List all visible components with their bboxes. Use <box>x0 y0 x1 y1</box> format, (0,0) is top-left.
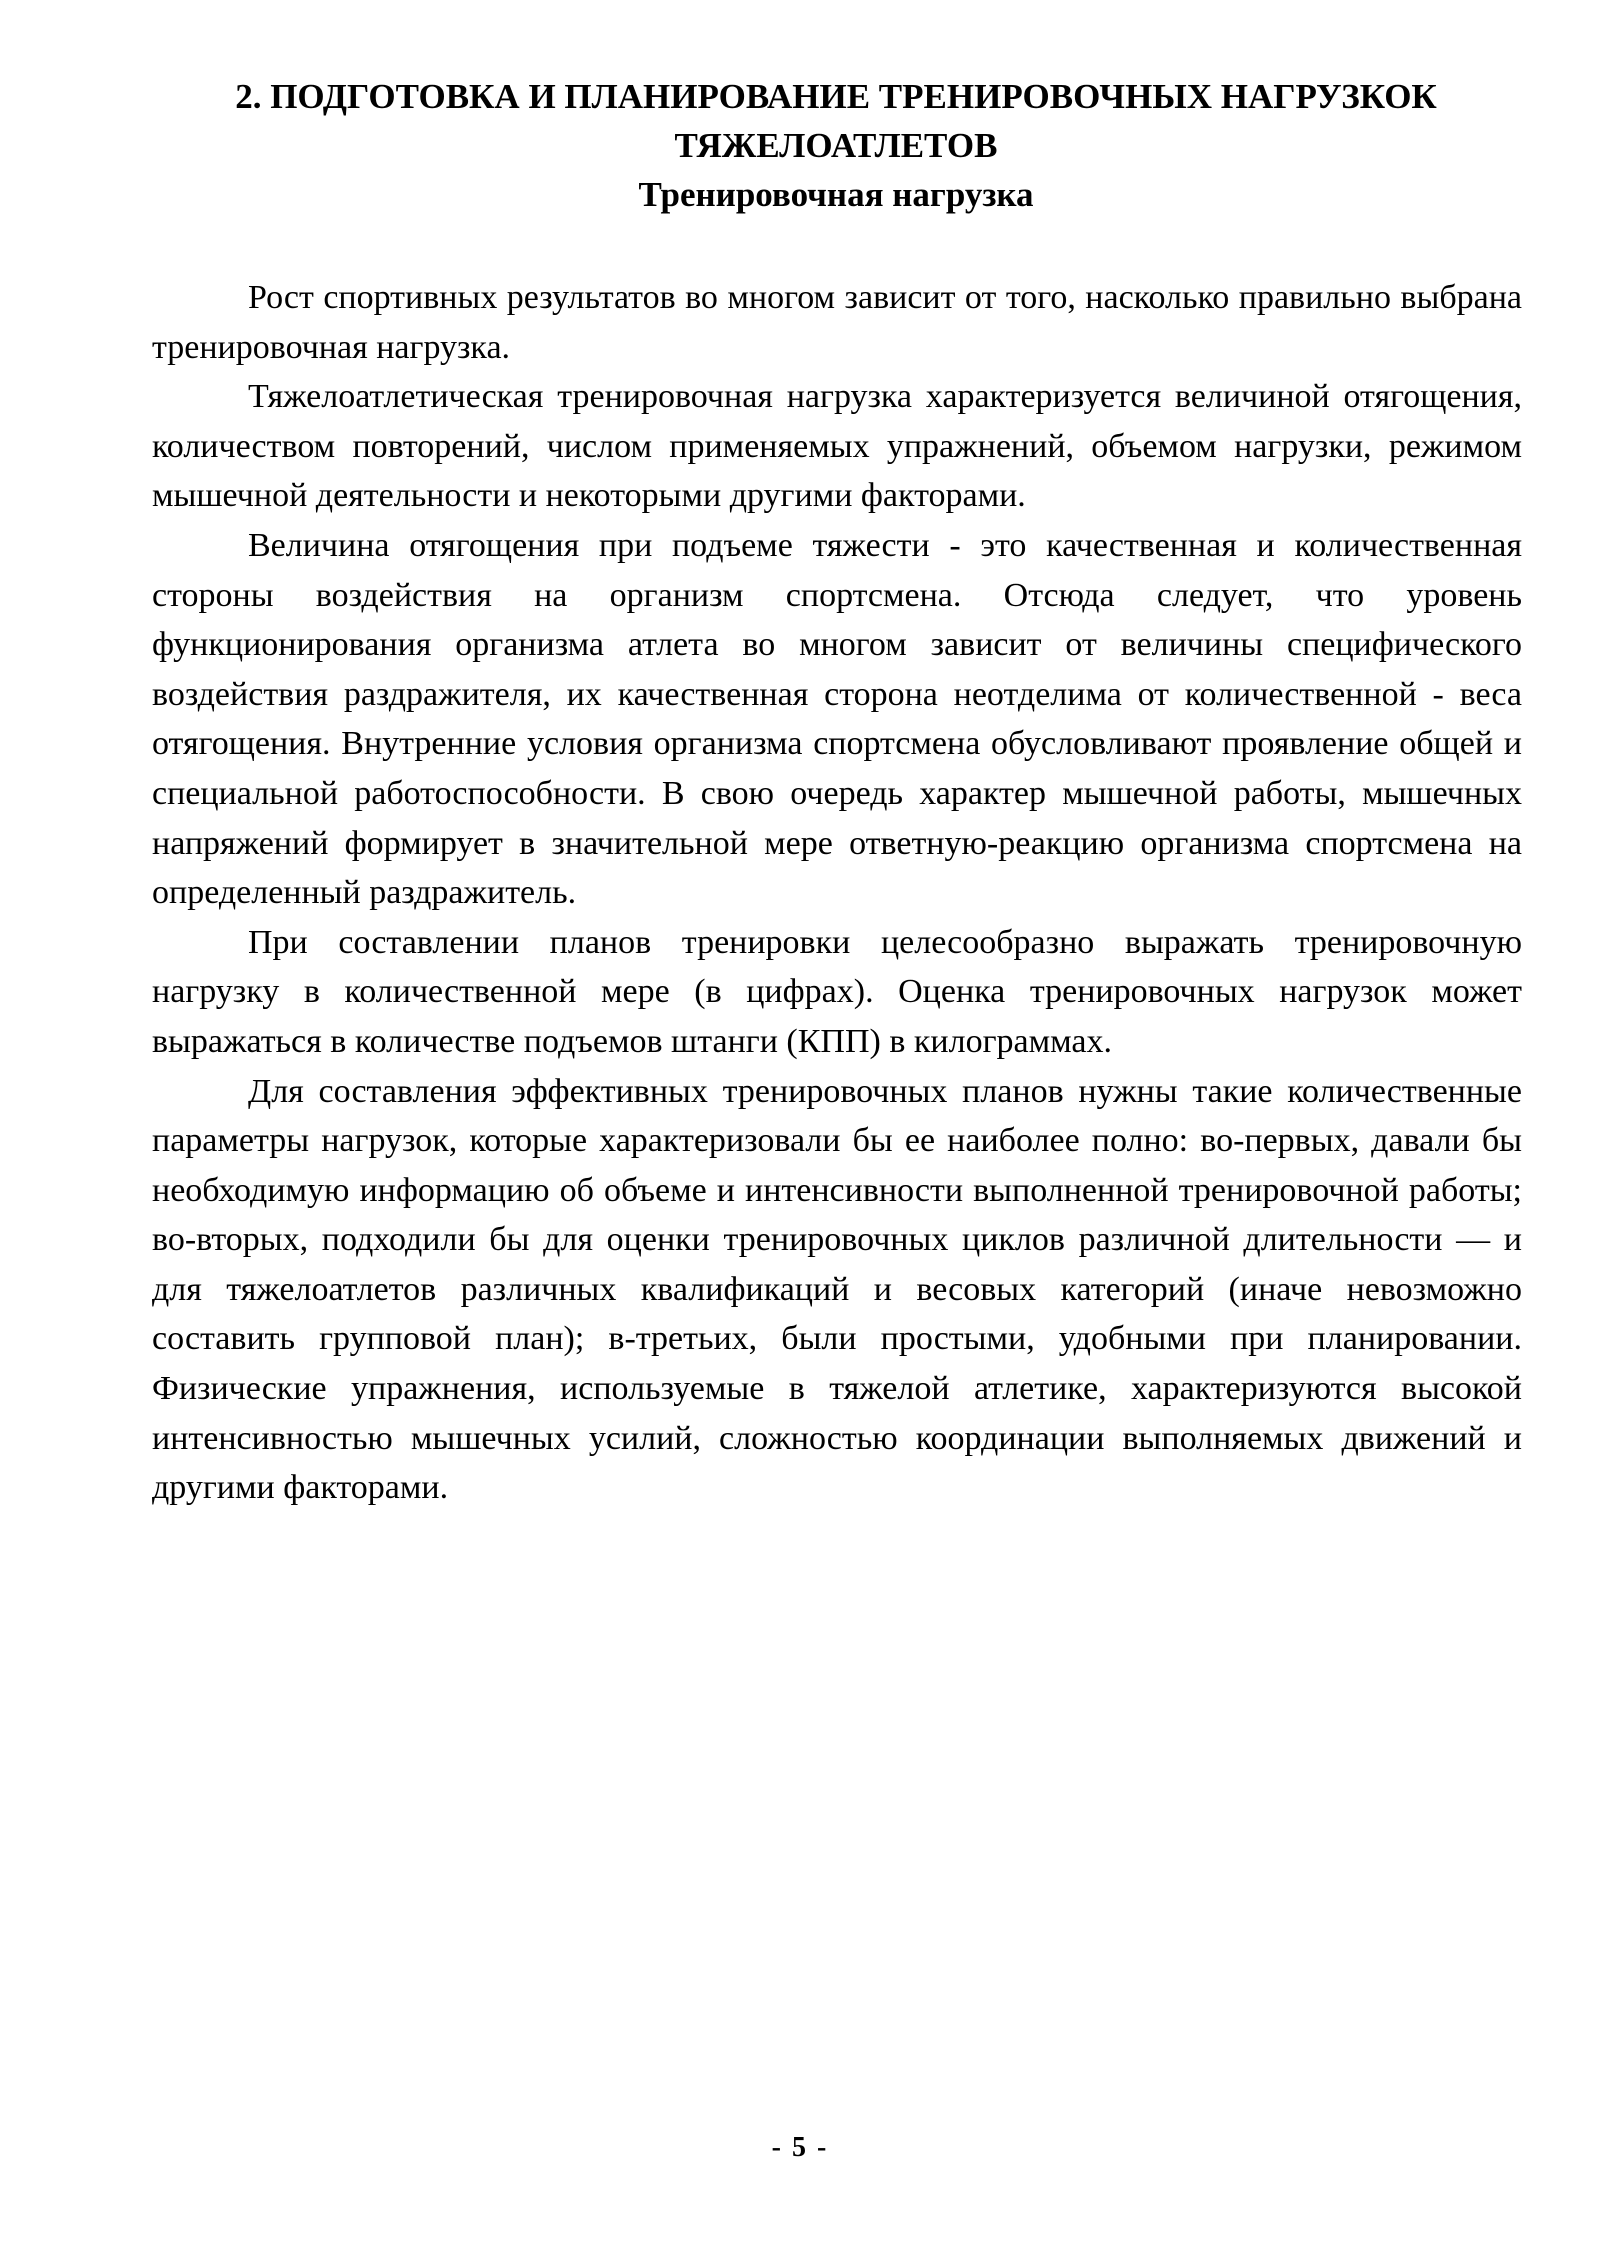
paragraph: При составлении планов тренировки целесообразно выражать тренировочную нагрузку в количественной мере (в цифрах). Оценка тренировочных нагрузок может выражаться в количестве подъемов штанги (КПП) в килограммах. <box>152 923 1522 1060</box>
heading-block <box>150 72 1522 219</box>
body-text <box>152 273 1522 1513</box>
section-title: 2. ПОДГОТОВКА И ПЛАНИРОВАНИЕ ТРЕНИРОВОЧНЫХ НАГРУЗКОК ТЯЖЕЛОАТЛЕТОВ <box>235 77 1437 165</box>
page-number: - 5 - <box>771 2132 829 2163</box>
paragraph: Для составления эффективных тренировочных планов нужны такие количественные параметры нагрузок, которые характеризовали бы ее наиболее полно: во-первых, давали бы необходимую информацию об объеме и интенсивности выполненной тренировочной работы; во-вторых, подходили бы для оценки тренировочных циклов различной длительности — и для тяжелоатлетов различных квалификаций и весовых категорий (иначе невозможно составить групповой план); в-третьих, были простыми, удобными при планировании. Физические упражнения, используемые в тяжелой атлетике, характеризуются высокой интенсивностью мышечных усилий, сложностью координации выполняемых движений и другими факторами. <box>152 1072 1522 1507</box>
section-subtitle: Тренировочная нагрузка <box>638 175 1034 214</box>
paragraph: Рост спортивных результатов во многом зависит от того, насколько правильно выбрана тренировочная нагрузка. <box>152 279 1522 366</box>
paragraph: Тяжелоатлетическая тренировочная нагрузка характеризуется величиной отягощения, количеством повторений, числом применяемых упражнений, объемом нагрузки, режимом мышечной деятельности и некоторыми другими факторами. <box>152 378 1522 515</box>
paragraph: Величина отягощения при подъеме тяжести - это качественная и количественная стороны воздействия на организм спортсмена. Отсюда следует, что уровень функционирования организма атлета во многом зависит от величины специфического воздействия раздражителя, их качественная сторона неотделима от количественной - веса отягощения. Внутренние условия организма спортсмена обусловливают проявление общей и специальной работоспособности. В свою очередь характер мышечной работы, мышечных напряжений формирует в значительной мере ответную-реакцию организма спортсмена на определенный раздражитель. <box>152 526 1522 912</box>
